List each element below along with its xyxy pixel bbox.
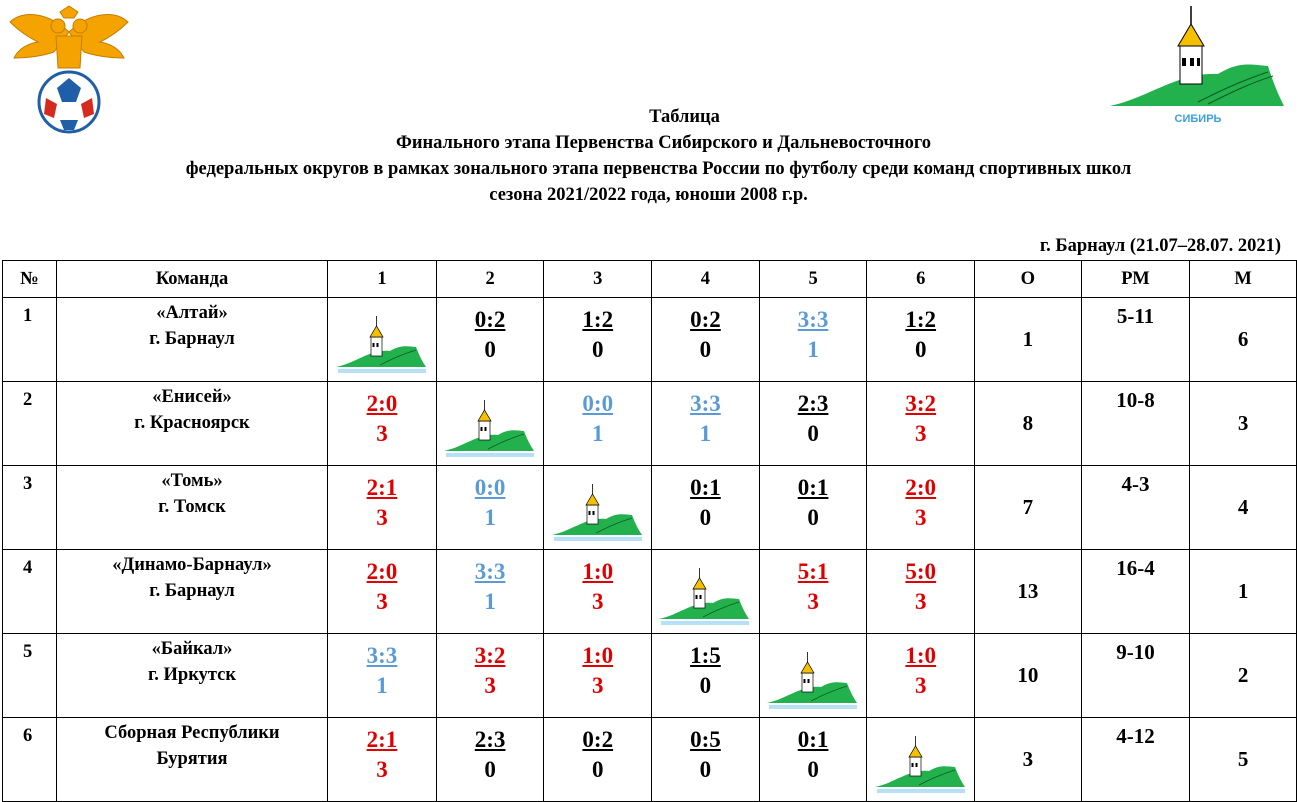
team-cell xyxy=(56,466,327,550)
match-points: 1 xyxy=(699,421,712,446)
team-cell xyxy=(56,634,327,718)
goals-for-against: 4-3 xyxy=(1081,466,1190,550)
team-city: г. Иркутск xyxy=(147,665,237,685)
match-points: 3 xyxy=(592,673,604,698)
match-result-cell xyxy=(759,550,867,634)
team-city: г. Томск xyxy=(158,497,226,517)
match-result-cell xyxy=(544,298,652,382)
goals-for-against: 9-10 xyxy=(1081,634,1190,718)
match-score: 2:0 xyxy=(366,391,398,416)
column-header: 1 xyxy=(328,261,437,298)
goals-for-against: 5-11 xyxy=(1081,298,1190,382)
goals-for-against: 4-12 xyxy=(1081,718,1190,802)
match-points: 0 xyxy=(699,757,712,782)
final-place: 6 xyxy=(1190,298,1297,382)
table-row xyxy=(3,634,1297,718)
row-number: 2 xyxy=(3,382,57,466)
match-result-cell xyxy=(867,634,975,718)
team-city: г. Барнаул xyxy=(149,581,235,601)
match-score: 0:0 xyxy=(474,475,506,500)
match-result-cell xyxy=(759,718,867,802)
row-number: 5 xyxy=(3,634,57,718)
final-place: 1 xyxy=(1190,550,1297,634)
row-number: 1 xyxy=(3,298,57,382)
final-place: 4 xyxy=(1190,466,1297,550)
team-cell xyxy=(56,550,327,634)
column-header: РМ xyxy=(1081,261,1190,298)
match-score: 1:0 xyxy=(582,559,614,584)
total-points: 1 xyxy=(975,298,1082,382)
title-line-4: сезона 2021/2022 года, юноши 2008 г.р. xyxy=(489,185,808,205)
table-row xyxy=(3,298,1297,382)
match-score: 1:2 xyxy=(905,307,937,332)
match-points: 3 xyxy=(376,505,388,530)
team-name: «Енисей» xyxy=(152,387,232,407)
match-points: 3 xyxy=(807,589,819,614)
final-place: 2 xyxy=(1190,634,1297,718)
match-result-cell xyxy=(867,382,975,466)
final-place: 5 xyxy=(1190,718,1297,802)
match-result-cell xyxy=(652,718,760,802)
match-points: 1 xyxy=(807,337,819,362)
column-header: Команда xyxy=(56,261,327,298)
match-points: 0 xyxy=(592,337,604,362)
match-score: 0:2 xyxy=(690,307,721,332)
total-points: 8 xyxy=(975,382,1082,466)
match-score: 0:5 xyxy=(690,727,721,752)
team-name: «Байкал» xyxy=(151,639,233,659)
title-line-2: Финального этапа Первенства Сибирского и Дальневосточного xyxy=(395,133,932,153)
title-line-1: Таблица xyxy=(649,107,720,127)
team-city: г. Барнаул xyxy=(149,329,235,349)
match-result-cell xyxy=(328,382,437,466)
standings-table xyxy=(2,260,1297,802)
match-score: 2:0 xyxy=(366,559,398,584)
match-score: 3:3 xyxy=(797,307,829,332)
place-and-dates: г. Барнаул (21.07–28.07. 2021) xyxy=(1039,236,1281,256)
team-cell xyxy=(56,718,327,802)
match-result-cell xyxy=(652,298,760,382)
diagonal-logo-cell xyxy=(544,466,652,550)
team-name: «Алтай» xyxy=(156,303,228,323)
match-result-cell xyxy=(759,466,867,550)
match-result-cell xyxy=(436,466,544,550)
match-score: 0:0 xyxy=(582,391,614,416)
match-result-cell xyxy=(436,550,544,634)
match-score: 3:3 xyxy=(690,391,721,416)
match-score: 2:3 xyxy=(474,727,506,752)
match-score: 0:2 xyxy=(474,307,506,332)
match-score: 1:5 xyxy=(690,643,721,668)
match-score: 2:0 xyxy=(905,475,937,500)
title-line-3: федеральных округов в рамках зонального этапа первенства России по футболу среди команд спортивных школ xyxy=(185,159,1132,179)
diagonal-logo-cell xyxy=(759,634,867,718)
row-number: 6 xyxy=(3,718,57,802)
match-score: 5:0 xyxy=(905,559,937,584)
column-header: О xyxy=(975,261,1082,298)
table-header-row xyxy=(3,261,1297,298)
match-result-cell xyxy=(328,634,437,718)
total-points: 3 xyxy=(975,718,1082,802)
match-points: 3 xyxy=(914,421,927,446)
diagonal-logo-cell xyxy=(436,382,544,466)
match-result-cell xyxy=(652,634,760,718)
match-score: 1:2 xyxy=(582,307,614,332)
match-points: 0 xyxy=(484,337,496,362)
match-points: 1 xyxy=(484,505,496,530)
match-score: 3:2 xyxy=(905,391,937,416)
match-points: 0 xyxy=(592,757,604,782)
match-points: 0 xyxy=(699,337,712,362)
match-result-cell xyxy=(759,298,867,382)
match-result-cell xyxy=(867,550,975,634)
diagonal-logo-cell xyxy=(867,718,975,802)
match-score: 0:1 xyxy=(690,475,721,500)
match-points: 0 xyxy=(699,673,712,698)
siberia-logo-text: СИБИРЬ xyxy=(1174,113,1222,125)
row-number: 3 xyxy=(3,466,57,550)
total-points: 7 xyxy=(975,466,1082,550)
table-row xyxy=(3,550,1297,634)
match-points: 1 xyxy=(376,673,388,698)
match-score: 0:1 xyxy=(797,475,829,500)
match-result-cell xyxy=(436,298,544,382)
match-score: 2:1 xyxy=(366,475,398,500)
team-name: Сборная Республики xyxy=(104,723,280,743)
total-points: 10 xyxy=(975,634,1082,718)
team-city: Бурятия xyxy=(156,749,228,769)
match-score: 3:2 xyxy=(474,643,506,668)
match-result-cell xyxy=(759,382,867,466)
team-cell xyxy=(56,382,327,466)
match-points: 0 xyxy=(807,421,819,446)
match-points: 0 xyxy=(807,757,819,782)
final-place: 3 xyxy=(1190,382,1297,466)
column-header: 5 xyxy=(759,261,867,298)
match-result-cell xyxy=(544,382,652,466)
match-result-cell xyxy=(328,718,437,802)
team-name: «Томь» xyxy=(161,471,223,491)
match-result-cell xyxy=(652,382,760,466)
team-name: «Динамо-Барнаул» xyxy=(112,555,272,575)
match-score: 3:3 xyxy=(474,559,506,584)
match-result-cell xyxy=(436,718,544,802)
match-points: 3 xyxy=(914,673,927,698)
column-header: 6 xyxy=(867,261,975,298)
match-result-cell xyxy=(867,298,975,382)
match-score: 1:0 xyxy=(905,643,937,668)
match-points: 3 xyxy=(484,673,496,698)
match-score: 2:3 xyxy=(797,391,829,416)
match-score: 2:1 xyxy=(366,727,398,752)
match-points: 3 xyxy=(376,421,388,446)
match-score: 5:1 xyxy=(797,559,829,584)
match-points: 1 xyxy=(592,421,604,446)
goals-for-against: 16-4 xyxy=(1081,550,1190,634)
match-result-cell xyxy=(544,634,652,718)
table-row xyxy=(3,466,1297,550)
match-score: 1:0 xyxy=(582,643,614,668)
column-header: 4 xyxy=(652,261,760,298)
team-cell xyxy=(56,298,327,382)
diagonal-logo-cell xyxy=(652,550,760,634)
match-result-cell xyxy=(328,550,437,634)
goals-for-against: 10-8 xyxy=(1081,382,1190,466)
match-result-cell xyxy=(867,466,975,550)
match-points: 3 xyxy=(376,589,388,614)
table-row xyxy=(3,718,1297,802)
diagonal-logo-cell xyxy=(328,298,437,382)
column-header: 3 xyxy=(544,261,652,298)
match-result-cell xyxy=(544,718,652,802)
match-result-cell xyxy=(436,634,544,718)
table-row xyxy=(3,382,1297,466)
match-points: 0 xyxy=(484,757,496,782)
match-points: 3 xyxy=(592,589,604,614)
team-city: г. Красноярск xyxy=(134,413,250,433)
match-result-cell xyxy=(544,550,652,634)
total-points: 13 xyxy=(975,550,1082,634)
match-points: 3 xyxy=(914,505,927,530)
match-points: 0 xyxy=(914,337,927,362)
document-title xyxy=(0,104,1297,208)
match-result-cell xyxy=(652,466,760,550)
match-points: 3 xyxy=(376,757,388,782)
match-points: 0 xyxy=(807,505,819,530)
match-score: 0:2 xyxy=(582,727,614,752)
column-header: М xyxy=(1190,261,1297,298)
column-header: № xyxy=(3,261,57,298)
match-score: 3:3 xyxy=(366,643,398,668)
match-points: 1 xyxy=(484,589,496,614)
column-header: 2 xyxy=(436,261,544,298)
match-points: 3 xyxy=(914,589,927,614)
match-score: 0:1 xyxy=(797,727,829,752)
match-points: 0 xyxy=(699,505,712,530)
row-number: 4 xyxy=(3,550,57,634)
match-result-cell xyxy=(328,466,437,550)
